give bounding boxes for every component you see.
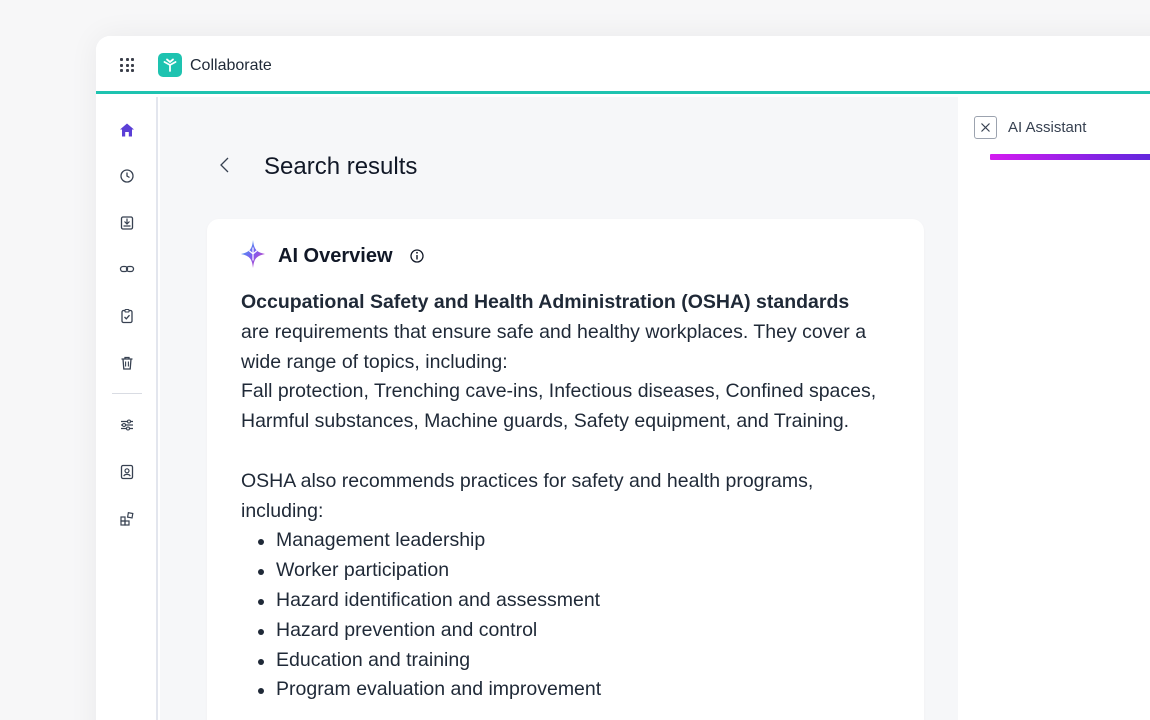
overview-practices-intro: OSHA also recommends practices for safety and health programs, including:	[241, 469, 814, 522]
list-item: Program evaluation and improvement	[241, 675, 881, 705]
practices-list	[241, 526, 881, 705]
overview-intro-bold: Occupational Safety and Health Administration (OSHA) standards	[241, 291, 850, 313]
ai-overview-header	[240, 241, 425, 271]
overview-intro	[241, 288, 881, 377]
link-icon[interactable]	[117, 259, 137, 279]
page-title: Search results	[264, 153, 418, 180]
list-item: Management leadership	[241, 526, 881, 556]
list-item: Worker participation	[241, 556, 881, 586]
ai-overview-card	[207, 219, 924, 720]
ai-overview-title: AI Overview	[278, 244, 393, 267]
list-item: Hazard identification and assessment	[241, 586, 881, 616]
sliders-icon[interactable]	[117, 415, 137, 435]
inbox-icon[interactable]	[117, 213, 137, 233]
ai-assistant-panel	[958, 97, 1150, 720]
trash-icon[interactable]	[117, 353, 137, 373]
app-window	[96, 36, 1150, 720]
clock-icon[interactable]	[117, 166, 137, 186]
home-icon[interactable]	[117, 120, 137, 140]
list-item: Hazard prevention and control	[241, 616, 881, 646]
ai-assistant-progress-bar	[990, 154, 1150, 160]
top-bar	[96, 36, 1150, 94]
widgets-icon[interactable]	[117, 509, 137, 529]
app-name: Collaborate	[190, 57, 272, 74]
back-chevron-icon[interactable]	[216, 153, 234, 177]
main-content	[160, 97, 958, 720]
ai-overview-body	[241, 288, 881, 705]
collaborate-logo-icon	[158, 53, 182, 77]
clipboard-check-icon[interactable]	[117, 306, 137, 326]
close-icon[interactable]	[974, 116, 997, 139]
left-sidebar	[96, 97, 158, 720]
overview-intro-rest: are requirements that ensure safe and healthy workplaces. They cover a wide range of topics, including:	[241, 320, 867, 373]
list-item: Education and training	[241, 646, 881, 676]
overview-topics: Fall protection, Trenching cave-ins, Infectious diseases, Confined spaces, Harmful substances, Machine guards, Safety equipment, and Training.	[241, 380, 877, 433]
sidebar-divider	[112, 393, 142, 394]
info-icon[interactable]	[409, 248, 425, 264]
app-launcher-icon[interactable]	[118, 56, 136, 74]
sparkle-icon	[240, 239, 266, 274]
ai-assistant-title: AI Assistant	[1008, 119, 1087, 136]
contact-card-icon[interactable]	[117, 462, 137, 482]
